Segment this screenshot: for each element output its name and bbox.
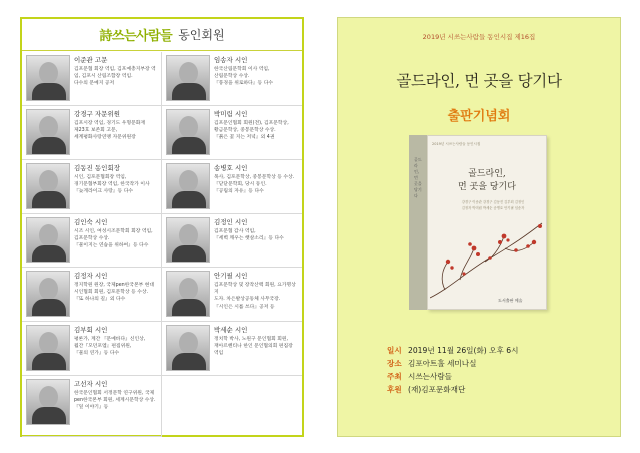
member-card bbox=[22, 322, 162, 376]
member-name: 고선자 시인 bbox=[74, 380, 108, 388]
branch-illustration bbox=[430, 218, 546, 303]
member-bio: 김포문협 감사 역임, 『세벽 깨우는 햇살소리』등 다수 bbox=[214, 229, 284, 242]
member-name: 안기필 시인 bbox=[214, 272, 248, 280]
member-info bbox=[74, 109, 145, 157]
detail-label: 일시 bbox=[387, 346, 402, 355]
book-spine bbox=[409, 135, 427, 310]
member-bio: 정치학 박사, 노원구 문인협회 회원, 재아르헨티나 한인 문인협의회 편집장 역임 bbox=[214, 337, 293, 357]
member-info bbox=[74, 217, 153, 265]
member-grid bbox=[22, 52, 302, 437]
member-card bbox=[22, 214, 162, 268]
member-photo bbox=[166, 55, 210, 101]
member-card bbox=[22, 268, 162, 322]
cover-publisher: 도서출판 예술 bbox=[498, 298, 523, 303]
event-title: 출판기념회 bbox=[447, 109, 511, 124]
member-photo bbox=[26, 55, 70, 101]
member-card bbox=[162, 106, 302, 160]
book-title: 골드라인, 먼 곳을 당기다 bbox=[396, 72, 562, 90]
detail-row bbox=[387, 370, 518, 383]
event-details bbox=[387, 344, 518, 396]
member-info bbox=[214, 163, 294, 211]
member-bio: 한국문인협회 서정문학 연구위원, 국제 pen한국본부 회원, 세계시문학상 수상. 『잎 이야기』등 bbox=[74, 391, 156, 411]
page-heading: 동인회원 bbox=[178, 28, 225, 42]
detail-label: 후원 bbox=[387, 385, 402, 394]
member-info bbox=[74, 271, 154, 319]
detail-value: 김포아트홀 세미나실 bbox=[408, 359, 477, 368]
member-photo bbox=[166, 217, 210, 263]
member-card bbox=[162, 214, 302, 268]
member-bio: 김포문인협회 회원(전), 김포문학상, 황금문학상, 중봉문학상 수상. 『붉은 꽃 지는 저녁』외 4권 bbox=[214, 121, 289, 141]
member-card bbox=[22, 376, 162, 437]
group-logo: 詩쓰는사람들 bbox=[99, 29, 173, 44]
member-bio: 김포문협 회장 역임, 김포예총지부장 역 임, 김포시 산림조합장 역임. 다수의 문예지 공저 bbox=[74, 67, 156, 87]
member-info bbox=[214, 325, 293, 373]
member-bio: 정지학원 원장, 국제pen한국본부 현대 시인협회 회원, 김포문학상 등 수상. 『또 하나의 길』외 다수 bbox=[74, 283, 155, 303]
member-card bbox=[22, 106, 162, 160]
member-photo bbox=[166, 109, 210, 155]
member-photo bbox=[26, 109, 70, 155]
member-name: 박미림 시인 bbox=[214, 110, 248, 118]
book-cover-image bbox=[409, 135, 547, 310]
member-name: 김정자 시인 bbox=[74, 272, 108, 280]
member-photo bbox=[26, 379, 70, 425]
member-info bbox=[214, 55, 273, 103]
empty-cell bbox=[162, 376, 302, 437]
member-card bbox=[22, 160, 162, 214]
member-info bbox=[214, 217, 284, 265]
member-card bbox=[22, 52, 162, 106]
invitation-page bbox=[337, 17, 621, 437]
member-info bbox=[214, 109, 289, 157]
detail-value: 2019년 11월 26일(화) 오후 6시 bbox=[408, 346, 519, 355]
member-info bbox=[74, 55, 156, 103]
member-photo bbox=[26, 163, 70, 209]
member-bio: 평론가, 계간 『문예바다』신인상, 월간『모던포엠』편집위원, 『물의 연가』등 다수 bbox=[74, 337, 146, 357]
member-bio: 목사, 김포문학상, 중봉문학상 등 수상. 『닫닫문학회, 당시 동인. 『공림의 자유』등 다수 bbox=[214, 175, 295, 195]
member-card bbox=[162, 160, 302, 214]
detail-row bbox=[387, 357, 518, 370]
member-photo bbox=[166, 163, 210, 209]
member-name: 임송자 시인 bbox=[214, 56, 248, 64]
detail-row bbox=[387, 344, 518, 357]
member-info bbox=[74, 325, 145, 373]
member-photo bbox=[166, 271, 210, 317]
member-name: 김인숙 시인 bbox=[74, 218, 108, 226]
member-name: 이준관 고문 bbox=[74, 56, 108, 64]
member-name: 김부회 시인 bbox=[74, 326, 108, 334]
member-bio: 한국산림문학회 이사 역임, 산림문학상 수상. 『풍경을 위로하다』등 다수 bbox=[214, 67, 273, 87]
member-photo bbox=[26, 217, 70, 263]
detail-value: (재)김포문화재단 bbox=[408, 385, 466, 394]
member-bio: 김포문학상 및 장작산맥 회원, 요가명상지 도자. 차은발상공동체 사무국장. 『시인은 시를 쓰다』공저 등 bbox=[214, 283, 296, 310]
detail-label: 주최 bbox=[387, 372, 402, 381]
member-photo bbox=[166, 325, 210, 371]
member-name: 박세순 시인 bbox=[214, 326, 248, 334]
member-bio: 시조 시인, 여성시조문학회 회장 역임, 김포문학상 수상. 『물이지는 연습을 위하여』등 다수 bbox=[74, 229, 153, 249]
cover-authors: 강경구 이준관 강경구 김동진 김부회 김정인 김정자 박미림 박세순 송병호 안기필 임송자 bbox=[461, 200, 525, 210]
cover-title: 골드라인, 먼 곳을 당기다 bbox=[458, 169, 516, 192]
member-info bbox=[74, 163, 150, 211]
member-photo bbox=[26, 271, 70, 317]
member-info bbox=[214, 271, 300, 319]
member-card bbox=[162, 268, 302, 322]
detail-value: 시쓰는사람들 bbox=[408, 372, 453, 381]
book-front bbox=[427, 135, 547, 310]
detail-label: 장소 bbox=[387, 359, 402, 368]
member-page-title bbox=[22, 19, 302, 51]
member-name: 강경구 자문위원 bbox=[74, 110, 121, 118]
member-name: 송병호 시인 bbox=[214, 164, 248, 172]
member-card bbox=[162, 322, 302, 376]
detail-row bbox=[387, 383, 518, 396]
member-bio: 김포시장 역임, 경기도 우형문화재 제23호 보존회 고문, 세계평화사랑연맹 자문위원장 bbox=[74, 121, 145, 141]
member-name: 김동진 동인회장 bbox=[74, 164, 121, 172]
cover-series: 2019년 시쓰는사람들 동인시집 bbox=[432, 142, 481, 146]
member-card bbox=[162, 52, 302, 106]
member-name: 김정인 시인 bbox=[214, 218, 248, 226]
member-page bbox=[20, 17, 304, 437]
member-bio: 시인, 김포문협회장 역임, 경기문협부회장 역임, 한국작가 이사 『늦게라이크 사랑』등 다수 bbox=[74, 175, 150, 195]
spine-title: 골드라인, 먼 곳을 당기다 bbox=[414, 157, 422, 198]
member-photo bbox=[26, 325, 70, 371]
series-label: 2019년 시쓰는사람들 동인시집 제16집 bbox=[422, 33, 536, 41]
member-info bbox=[74, 379, 156, 434]
